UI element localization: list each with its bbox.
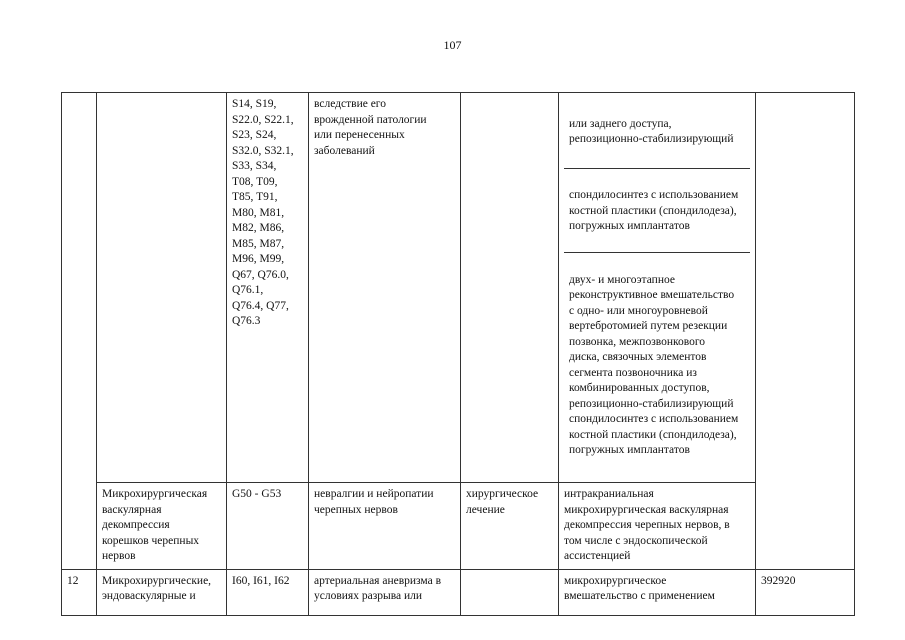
method-item: или заднего доступа, репозиционно-стабилизирующий	[564, 113, 750, 169]
cell-icd-codes: I60, I61, I62	[227, 569, 309, 615]
cell-method: интракраниальная микрохирургическая васкулярная декомпрессия черепных нервов, в том числе с эндоскопической ассистенцией	[559, 483, 756, 570]
cell-number	[62, 93, 97, 570]
method-item: двух- и многоэтапное реконструктивное вмешательство с одно- или многоуровневой вертебротомией путем резекции позвонка, межпозвонкового диска, связочных элементов сегмента позвоночника из комбинированных доступов, репозиционно-стабилизирующий спондилосинтез с использованием костной пластики (спондилодеза), погружных имплантатов	[569, 273, 739, 456]
cell-icd-codes: S14, S19, S22.0, S22.1, S23, S24, S32.0, S32.1, S33, S34, T08, T09, T85, T91, M80, M81, M82, M86, M85, M87, M96, M99, Q67, Q76.0, Q76.1, Q76.4, Q77, Q76.3	[227, 93, 309, 483]
cell-methods	[559, 93, 756, 483]
cell-treatment	[461, 569, 559, 615]
medical-care-table	[61, 92, 855, 616]
page-number: 107	[443, 38, 462, 52]
cell-care-name: Микрохирургическая васкулярная декомпрессия корешков черепных нервов	[97, 483, 227, 570]
table-row	[62, 569, 855, 615]
cell-diagnosis: невралгии и нейропатии черепных нервов	[309, 483, 461, 570]
cell-care-name: Микрохирургические, эндоваскулярные и	[97, 569, 227, 615]
table-row	[62, 483, 855, 570]
cell-icd-codes: G50 - G53	[227, 483, 309, 570]
table-row	[62, 93, 855, 483]
method-item: спондилосинтез с использованием костной пластики (спондилодеза), погружных имплантатов	[564, 184, 750, 253]
cell-cost	[756, 93, 855, 570]
cell-diagnosis: артериальная аневризма в условиях разрыва или	[309, 569, 461, 615]
cell-cost: 392920	[756, 569, 855, 615]
cell-treatment	[461, 93, 559, 483]
cell-care-name	[97, 93, 227, 483]
cell-treatment: хирургическое лечение	[461, 483, 559, 570]
cell-number: 12	[62, 569, 97, 615]
cell-diagnosis: вследствие его врожденной патологии или перенесенных заболеваний	[309, 93, 461, 483]
cell-method: микрохирургическое вмешательство с применением	[559, 569, 756, 615]
